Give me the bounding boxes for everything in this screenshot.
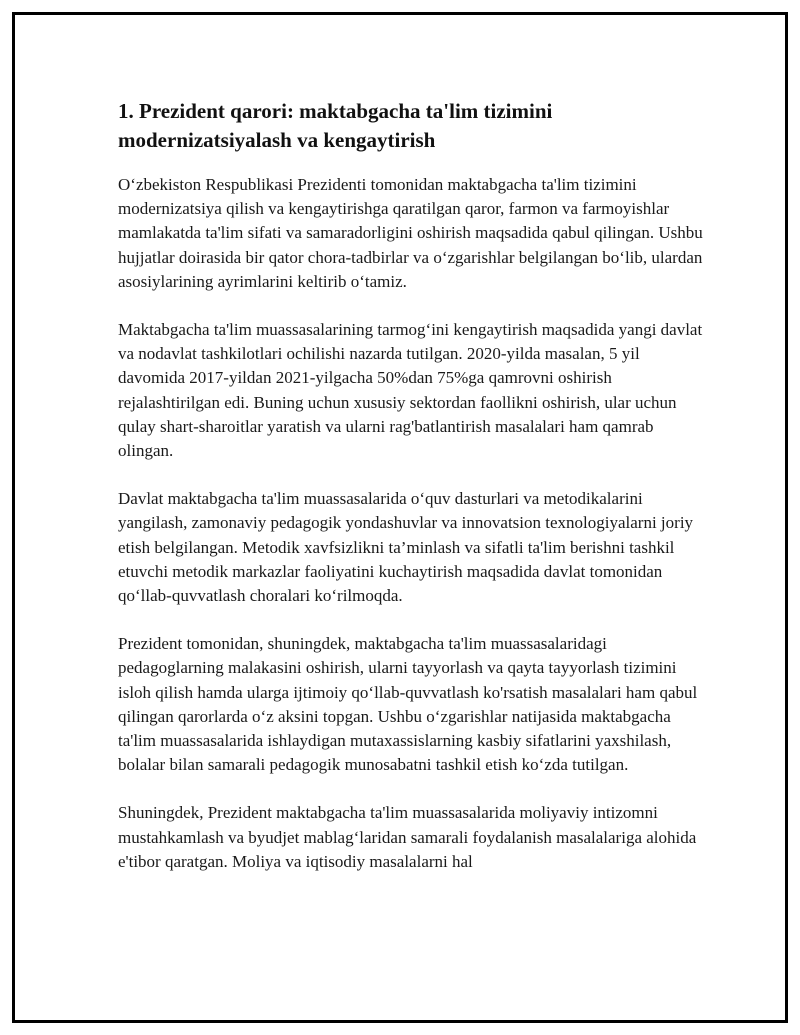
page-frame	[12, 12, 788, 1023]
section-heading: 1. Prezident qarori: maktabgacha ta'lim tizimini modernizatsiyalash va kengaytirish	[118, 99, 553, 152]
paragraph-1: O‘zbekiston Respublikasi Prezidenti tomonidan maktabgacha ta'lim tizimini modernizatsiya qilish va kengaytirishga qaratilgan qaror, farmon va farmoyishlar mamlakatda ta'lim sifati va samaradorligini oshirish maqsadida qabul qilingan. Ushbu hujjatlar doirasida bir qator chora-tadbirlar va o‘zgarishlar belgilangan bo‘lib, ulardan asosiylarining ayrimlarini keltirib o‘tamiz.	[118, 175, 703, 291]
paragraph-3: Davlat maktabgacha ta'lim muassasalarida o‘quv dasturlari va metodikalarini yangilash, zamonaviy pedagogik yondashuvlar va innovatsion texnologiyalarni joriy etish belgilangan. Metodik xavfsizlikni ta’minlash va sifatli ta'lim berishni tashkil etuvchi metodik markazlar faoliyatini kuchaytirish maqsadida davlat tomonidan qo‘llab-quvvatlash choralari ko‘rilmoqda.	[118, 489, 694, 606]
paragraph-4: Prezident tomonidan, shuningdek, maktabgacha ta'lim muassasalaridagi pedagoglarning malakasini oshirish, ularni tayyorlash va qayta tayyorlash tizimini isloh qilish hamda ularga ijtimoiy qo‘llab-quvvatlash ko'rsatish masalalari ham qabul qilingan qarorlarda o‘z aksini topgan. Ushbu o‘zgarishlar natijasida maktabgacha ta'lim muassasalarida ishlaydigan mutaxassislarning kasbiy sifatlarini yaxshilash, bolalar bilan samarali pedagogik munosabatni tashkil etish ko‘zda tutilgan.	[118, 634, 698, 775]
paragraph-2: Maktabgacha ta'lim muassasalarining tarmog‘ini kengaytirish maqsadida yangi davlat va nodavlat tashkilotlari ochilishi nazarda tutilgan. 2020-yilda masalan, 5 yil davomida 2017-yildan 2021-yilgacha 50%dan 75%ga qamrovni oshirish rejalashtirilgan edi. Buning uchun xususiy sektordan faollikni oshirish, ular uchun qulay shart-sharoitlar yaratish va ularni rag'batlantirish masalalari ham qamrab olingan.	[118, 320, 703, 461]
document-body	[118, 97, 708, 898]
paragraph-5: Shuningdek, Prezident maktabgacha ta'lim muassasalarida moliyaviy intizomni mustahkamlash va byudjet mablag‘laridan samarali foydalanish masalalariga alohida e'tibor qaratgan. Moliya va iqtisodiy masalalarni hal	[118, 803, 697, 871]
